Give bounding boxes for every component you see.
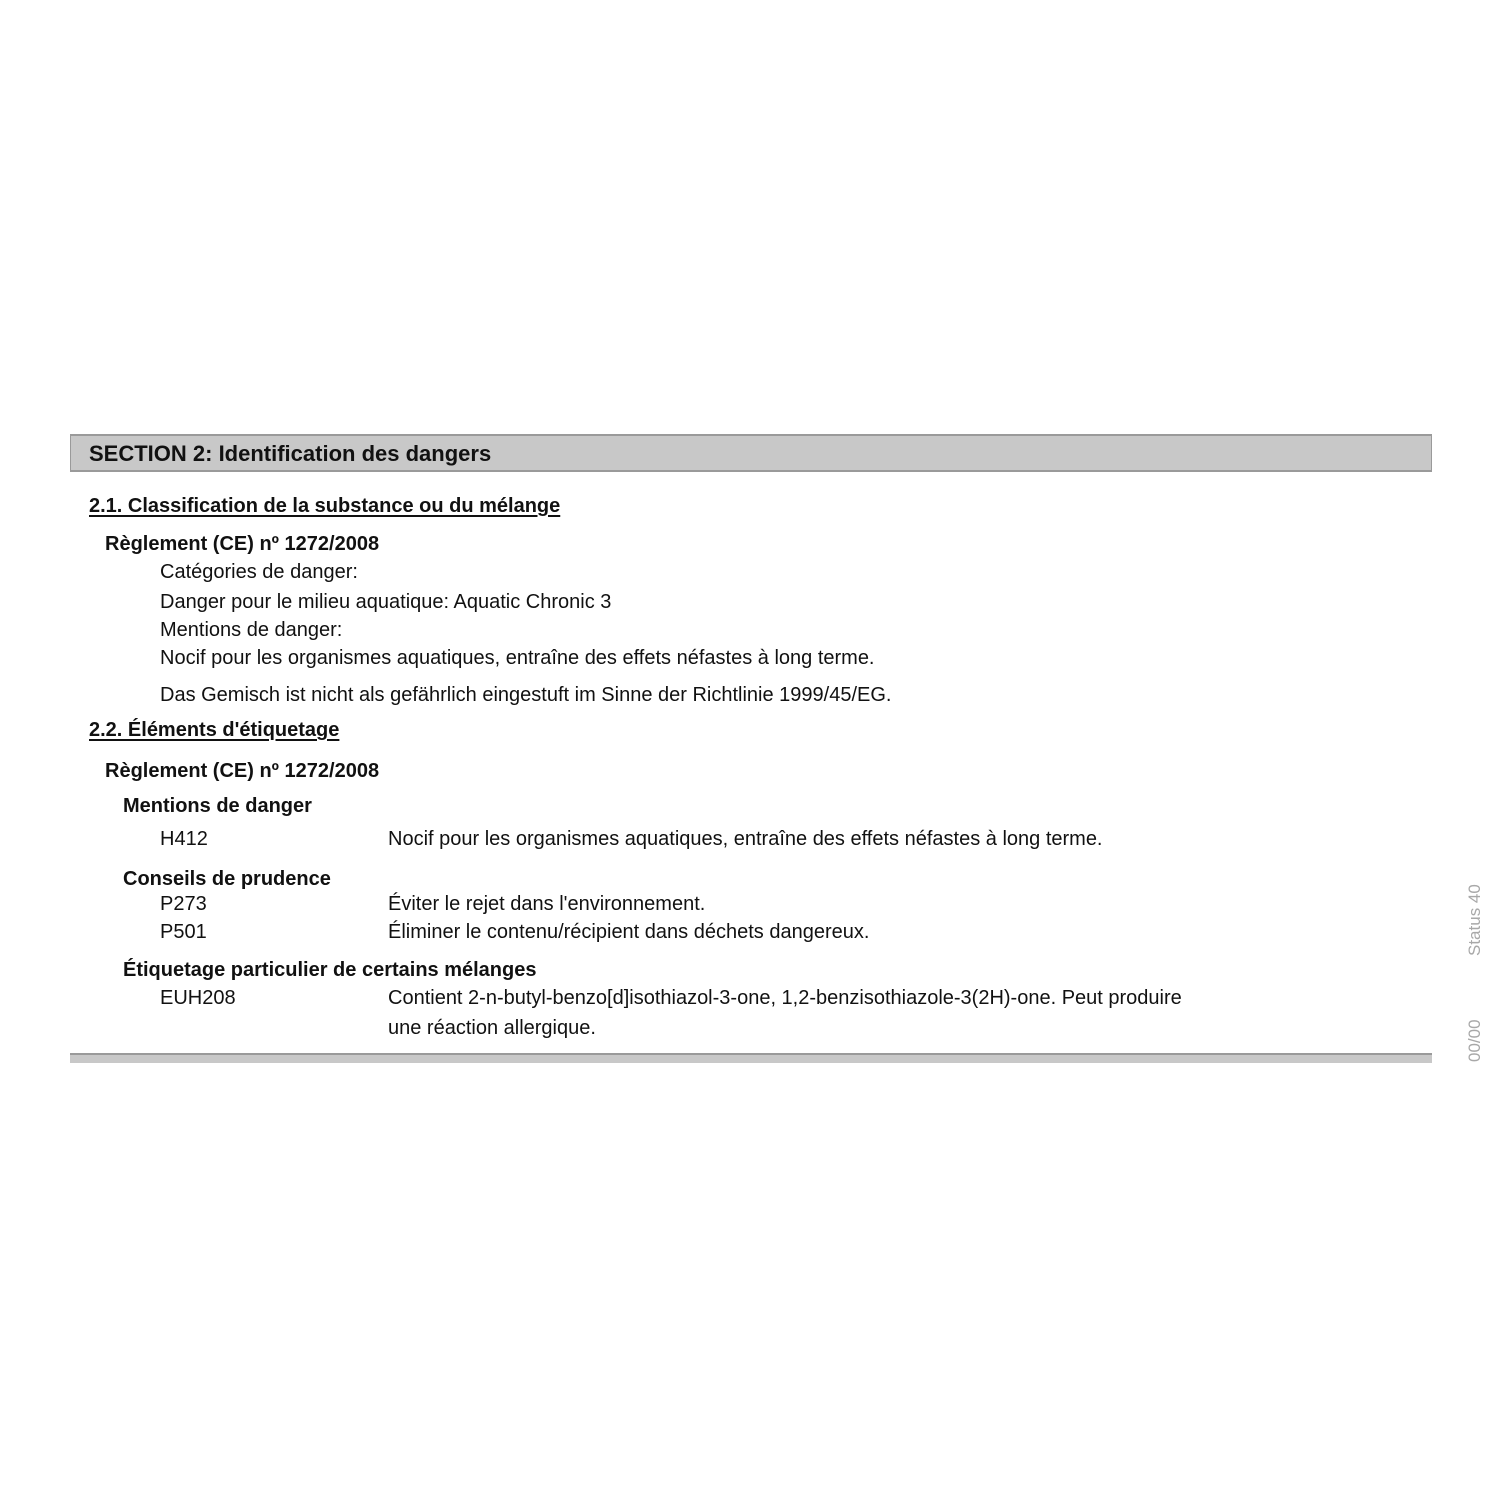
special-text-line2: une réaction allergique. <box>388 1017 596 1039</box>
date-side-note: 00/00 <box>1465 1019 1484 1062</box>
categories-label: Catégories de danger: <box>160 561 358 583</box>
regulation-label: Règlement (CE) nº 1272/2008 <box>105 533 380 555</box>
precautionary-code: P501 <box>160 921 207 943</box>
special-text-line1: Contient 2-n-butyl-benzo[d]isothiazol-3-one, 1,2-benzisothiazole-3(2H)-one. Peut produire <box>388 987 1182 1009</box>
regulation-label: Règlement (CE) nº 1272/2008 <box>105 760 380 782</box>
hazard-statements-heading: Mentions de danger <box>123 795 312 817</box>
categories-value: Danger pour le milieu aquatique: Aquatic Chronic 3 <box>160 591 612 613</box>
special-labelling-heading: Étiquetage particulier de certains mélanges <box>123 959 537 981</box>
classification-note: Das Gemisch ist nicht als gefährlich eingestuft im Sinne der Richtlinie 1999/45/EG. <box>160 684 892 706</box>
section-bottom-rule <box>70 1053 1432 1063</box>
subsection-heading-2-2: 2.2. Éléments d'étiquetage <box>89 719 340 741</box>
section-title: SECTION 2: Identification des dangers <box>89 441 492 466</box>
precautionary-heading: Conseils de prudence <box>123 868 331 890</box>
mentions-label: Mentions de danger: <box>160 619 343 641</box>
section-header <box>70 434 1432 472</box>
hazard-text: Nocif pour les organismes aquatiques, entraîne des effets néfastes à long terme. <box>388 828 1103 850</box>
hazard-code: H412 <box>160 828 208 850</box>
special-code: EUH208 <box>160 987 236 1009</box>
precautionary-code: P273 <box>160 893 207 915</box>
precautionary-text: Éliminer le contenu/récipient dans déchets dangereux. <box>388 921 870 943</box>
status-side-note: Status 40 <box>1465 884 1484 956</box>
precautionary-text: Éviter le rejet dans l'environnement. <box>388 893 706 915</box>
mentions-value: Nocif pour les organismes aquatiques, entraîne des effets néfastes à long terme. <box>160 647 875 669</box>
subsection-heading-2-1: 2.1. Classification de la substance ou du mélange <box>89 495 561 517</box>
